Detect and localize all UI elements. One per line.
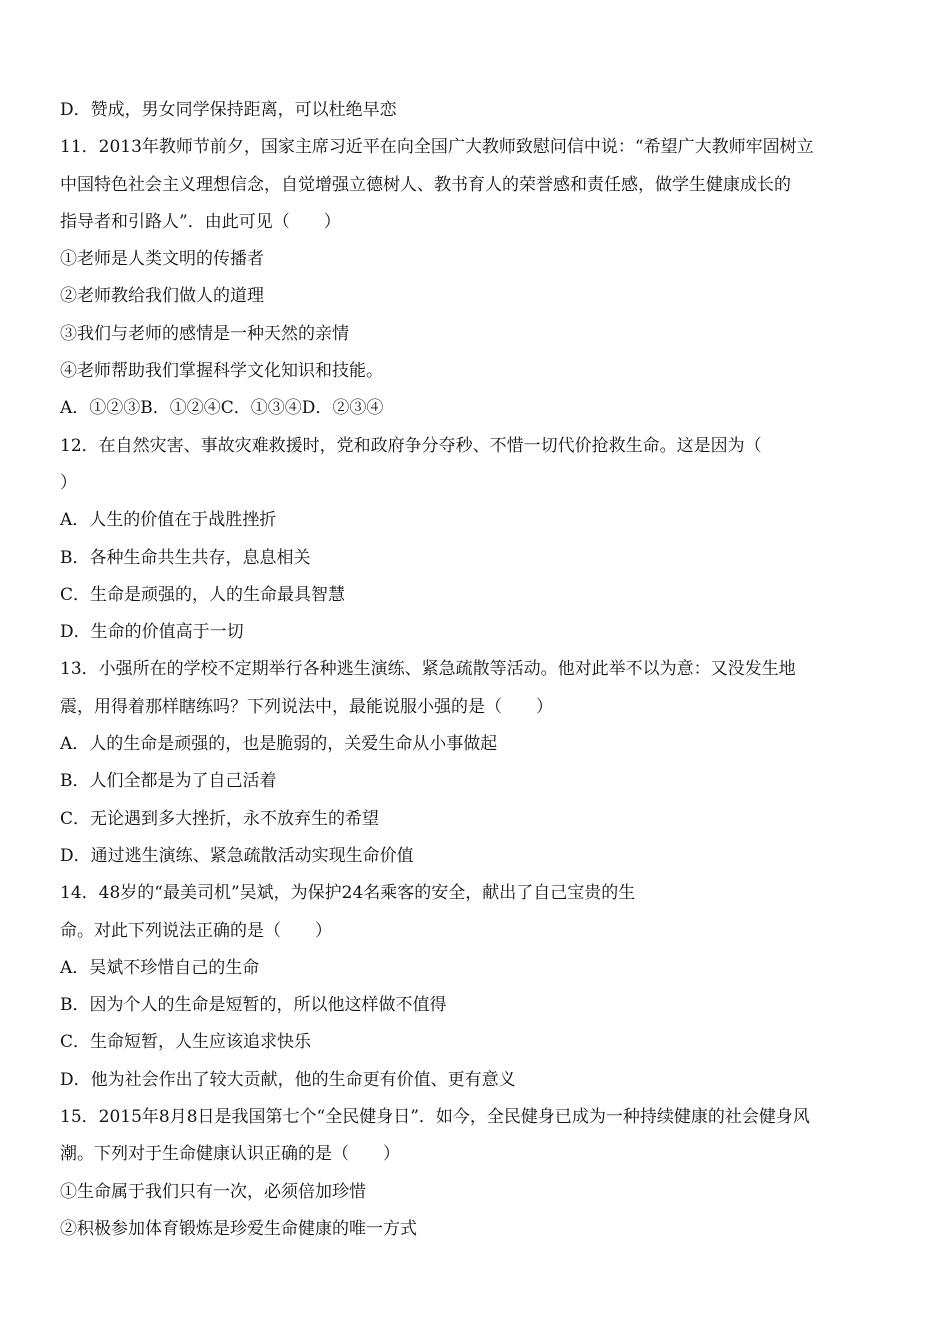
text-line: A．人的生命是顽强的，也是脆弱的，关爱生命从小事做起 <box>60 734 498 755</box>
text-line: ④老师帮助我们掌握科学文化知识和技能。 <box>60 361 383 382</box>
text-line: 12．在自然灾害、事故灾难救援时，党和政府争分夺秒、不惜一切代价抢救生命。这是因为（ <box>60 435 762 456</box>
text-line: B．因为个人的生命是短暂的，所以他这样做不值得 <box>60 995 447 1016</box>
text-line: C．生命短暂，人生应该追求快乐 <box>60 1032 312 1053</box>
text-line: ③我们与老师的感情是一种天然的亲情 <box>60 323 349 344</box>
text-line: D．通过逃生演练、紧急疏散活动实现生命价值 <box>60 845 414 866</box>
text-line: C．生命是顽强的，人的生命最具智慧 <box>60 584 346 605</box>
text-line: 命。对此下列说法正确的是（ ） <box>60 920 332 941</box>
text-line: ①老师是人类文明的传播者 <box>60 249 264 270</box>
text-line: A．吴斌不珍惜自己的生命 <box>60 957 260 978</box>
text-line: 震，用得着那样瞎练吗？下列说法中，最能说服小强的是（ ） <box>60 696 553 717</box>
text-line: ②积极参加体育锻炼是珍爱生命健康的唯一方式 <box>60 1218 417 1239</box>
text-line: D．他为社会作出了较大贡献，他的生命更有价值、更有意义 <box>60 1069 516 1090</box>
text-line: ①生命属于我们只有一次，必须倍加珍惜 <box>60 1181 366 1202</box>
text-line: C．无论遇到多大挫折，永不放弃生的希望 <box>60 808 380 829</box>
text-line: 中国特色社会主义理想信念，自觉增强立德树人、教书育人的荣誉感和责任感，做学生健康成长的 <box>60 174 791 195</box>
text-line: ） <box>60 472 77 493</box>
text-line: A．①②③B．①②④C．①③④D．②③④ <box>60 398 384 419</box>
text-line: A．人生的价值在于战胜挫折 <box>60 510 277 531</box>
text-line: 14．48岁的“最美司机”吴斌，为保护24名乘客的安全，献出了自己宝贵的生 <box>60 883 636 904</box>
text-line: ②老师教给我们做人的道理 <box>60 286 264 307</box>
text-line: 15．2015年8月8日是我国第七个“全民健身日”．如今，全民健身已成为一种持续健康的社会健身风 <box>60 1107 810 1128</box>
text-line: 指导者和引路人”．由此可见（ ） <box>60 211 341 232</box>
text-line: D．生命的价值高于一切 <box>60 622 244 643</box>
text-line: B．人们全都是为了自己活着 <box>60 771 277 792</box>
text-line: 潮。下列对于生命健康认识正确的是（ ） <box>60 1144 400 1165</box>
document-page <box>60 92 900 1248</box>
text-line: D．赞成，男女同学保持距离，可以杜绝早恋 <box>60 100 397 120</box>
text-line: 11．2013年教师节前夕，国家主席习近平在向全国广大教师致慰问信中说：“希望广大教师牢固树立 <box>60 137 814 158</box>
text-line: 13．小强所在的学校不定期举行各种逃生演练、紧急疏散等活动。他对此举不以为意：又没发生地 <box>60 659 796 680</box>
text-line: B．各种生命共生共存，息息相关 <box>60 547 311 568</box>
